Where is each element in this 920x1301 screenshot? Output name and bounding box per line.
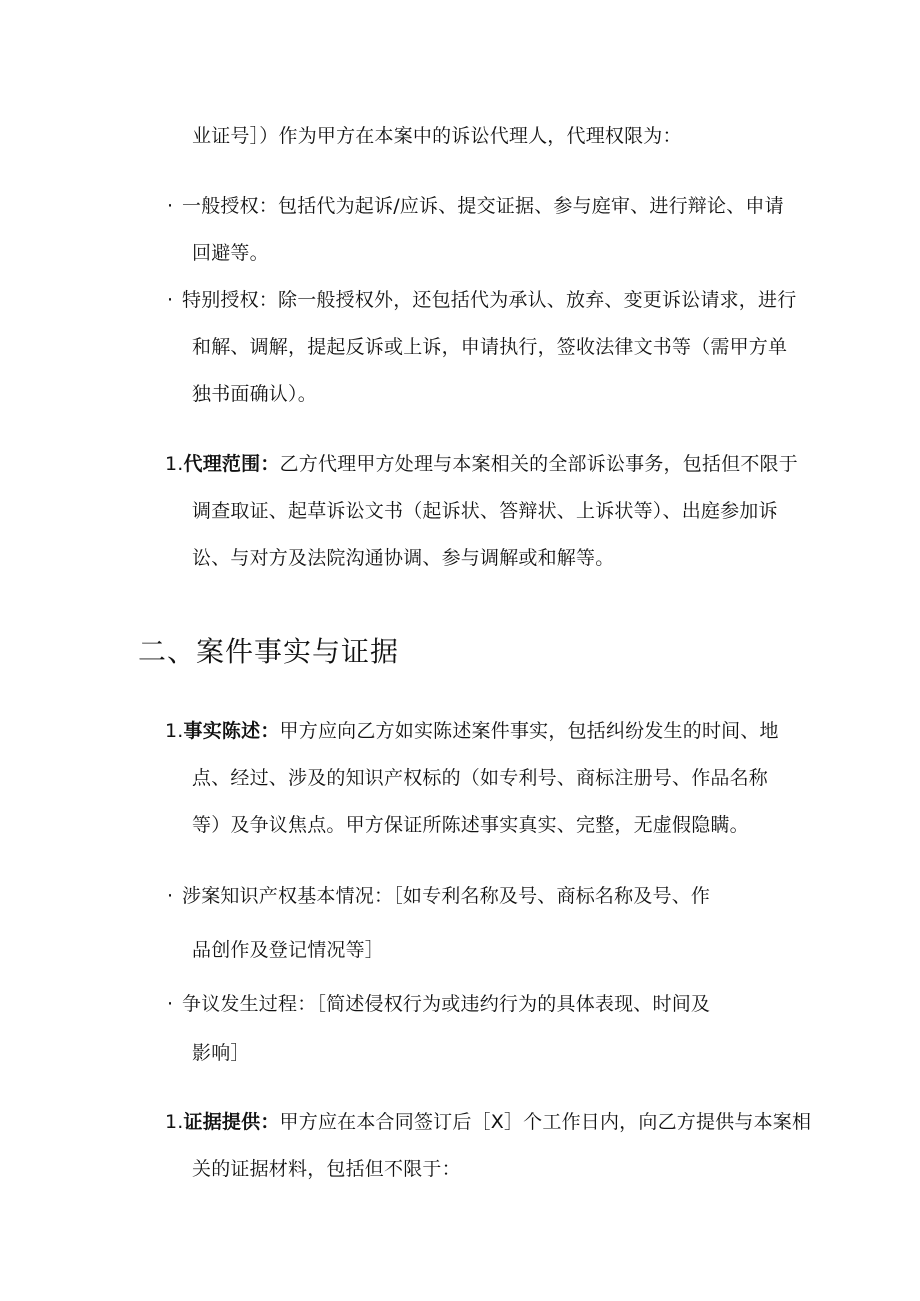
section-heading: 二、案件事实与证据 — [138, 635, 400, 668]
item-text: 乙方代理甲方处理与本案相关的全部诉讼事务，包括但不限于 — [279, 453, 798, 475]
special-authorization-line-2: 和解、调解，提起反诉或上诉，申请执行，签收法律文书等（需甲方单 — [192, 336, 788, 358]
special-authorization-line-3: 独书面确认）。 — [192, 383, 317, 405]
evidence-line-1 — [165, 1109, 811, 1135]
special-authorization-line-1: 特别授权：除一般授权外，还包括代为承认、放弃、变更诉讼请求，进行 — [182, 289, 797, 311]
agency-scope-line-3: 讼、与对方及法院沟通协调、参与调解或和解等。 — [192, 547, 615, 569]
general-authorization-line-1: 一般授权：包括代为起诉/应诉、提交证据、参与庭审、进行辩论、申请 — [182, 195, 784, 217]
bullet: · — [167, 993, 174, 1015]
fact-statement-line-2: 点、经过、涉及的知识产权标的（如专利号、商标注册号、作品名称 — [192, 767, 769, 789]
item-title: 代理范围： — [183, 453, 280, 475]
item-number: 1. — [165, 1111, 184, 1133]
agency-scope-line-2: 调查取证、起草诉讼文书（起诉状、答辩状、上诉状等）、出庭参加诉 — [192, 500, 778, 522]
intro-line: 业证号］）作为甲方在本案中的诉讼代理人，代理权限为： — [192, 125, 682, 147]
dispute-process-line-1: 争议发生过程：［简述侵权行为或违约行为的具体表现、时间及 — [182, 993, 711, 1015]
bullet: · — [167, 885, 174, 907]
item-number: 1. — [165, 720, 184, 742]
fact-statement-line-3: 等）及争议焦点。甲方保证所陈述事实真实、完整，无虚假隐瞒。 — [192, 814, 749, 836]
item-title: 证据提供： — [183, 1111, 280, 1133]
ip-info-line-2: 品创作及登记情况等］ — [192, 939, 385, 961]
evidence-line-2: 关的证据材料，包括但不限于： — [192, 1158, 461, 1180]
dispute-process-line-2: 影响］ — [192, 1042, 250, 1064]
ip-info-line-1: 涉案知识产权基本情况：［如专利名称及号、商标名称及号、作 — [182, 885, 711, 907]
item-text: 甲方应在本合同签订后［X］个工作日内，向乙方提供与本案相 — [279, 1111, 812, 1133]
item-number: 1. — [165, 453, 184, 475]
item-title: 事实陈述： — [183, 720, 280, 742]
bullet: · — [167, 289, 174, 311]
general-authorization-line-2: 回避等。 — [192, 242, 269, 264]
agency-scope-line-1 — [165, 451, 798, 477]
item-text: 甲方应向乙方如实陈述案件事实，包括纠纷发生的时间、地 — [279, 720, 779, 742]
fact-statement-line-1 — [165, 718, 779, 744]
bullet: · — [167, 195, 174, 217]
